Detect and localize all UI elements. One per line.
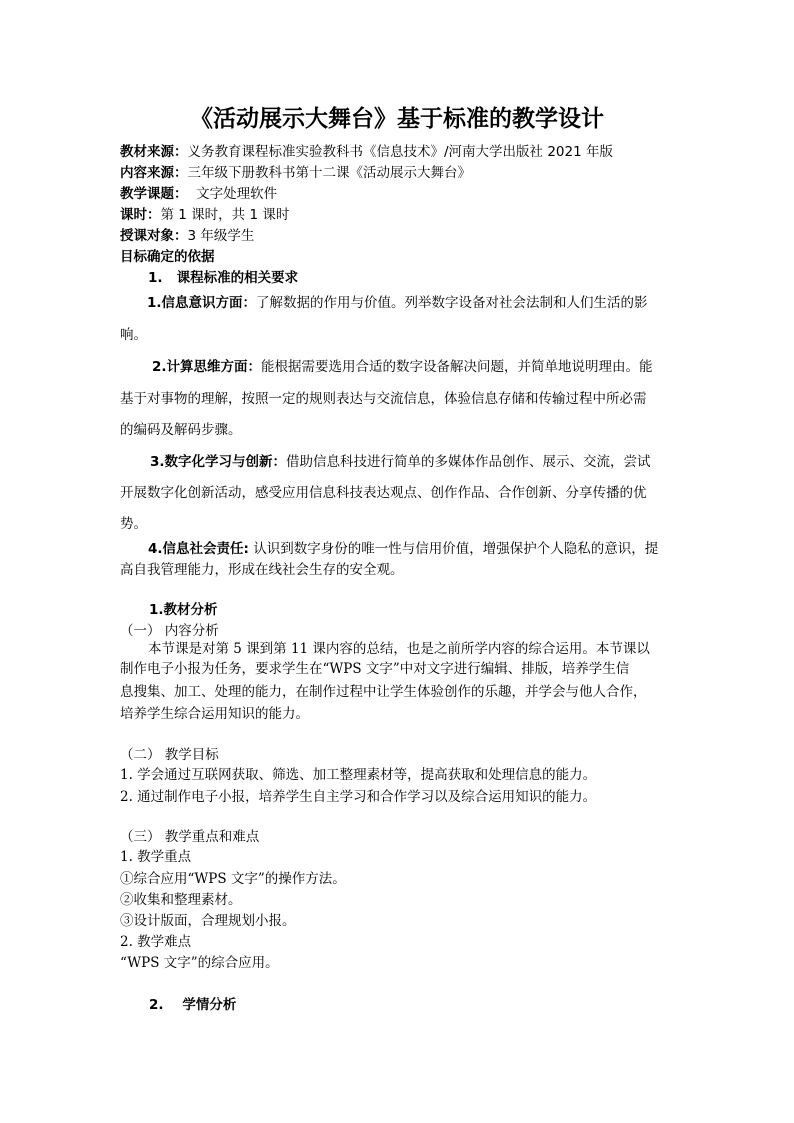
standards-heading: 1. 课程标准的相关要求: [148, 270, 299, 286]
standard-item: 2.计算思维方面：能根据需要选用合适的数字设备解决问题，并简单地说明理由。能: [152, 359, 653, 375]
standard-item: 1.信息意识方面：了解数据的作用与价值。列举数字设备对社会法制和人们生活的影: [147, 295, 648, 311]
material-heading: 1.教材分析: [149, 602, 218, 618]
standard-continuation: 高自我管理能力，形成在线社会生存的安全观。: [120, 562, 404, 578]
key-point-item: ③设计版面，合理规划小报。: [120, 913, 296, 929]
key-difficult-subheading: （三） 教学重点和难点: [120, 829, 260, 845]
content-analysis-subheading: （一） 内容分析: [120, 623, 219, 639]
teaching-goal-item: 1. 学会通过互联网获取、筛选、加工整理素材等，提高获取和处理信息的能力。: [120, 767, 597, 783]
teaching-goals-subheading: （二） 教学目标: [120, 747, 219, 763]
standard-continuation: 响。: [120, 327, 147, 343]
standard-item: 4.信息社会责任: 认识到数字身份的唯一性与信用价值，增强保护个人隐私的意识，提: [148, 541, 659, 557]
key-point-item: ①综合应用“WPS 文字”的操作方法。: [120, 871, 346, 887]
meta-class-hours: 课时：第 1 课时，共 1 课时: [120, 207, 290, 223]
difficult-point-item: “WPS 文字”的综合应用。: [120, 955, 279, 971]
standard-item: 3.数字化学习与创新：借助信息科技进行简单的多媒体作品创作、展示、交流，尝试: [150, 454, 651, 470]
meta-content-source: 内容来源：三年级下册教科书第十二课《活动展示大舞台》: [120, 165, 471, 181]
meta-audience: 授课对象：3 年级学生: [120, 228, 255, 244]
content-paragraph-line: 本节课是对第 5 课到第 11 课内容的总结，也是之前所学内容的综合运用。本节课以: [148, 641, 650, 657]
meta-textbook-source: 教材来源：义务教育课程标准实验教科书《信息技术》/河南大学出版社 2021 年版: [120, 144, 613, 160]
standard-continuation: 开展数字化创新活动，感受应用信息科技表达观点、创作作品、合作创新、分享传播的优: [120, 485, 647, 501]
standard-continuation: 势。: [120, 516, 147, 532]
standard-continuation: 基于对事物的理解，按照一定的规则表达与交流信息，体验信息存储和传输过程中所必需: [120, 391, 647, 407]
document-title: 《活动展示大舞台》基于标准的教学设计: [190, 105, 604, 132]
content-paragraph-line: 息搜集、加工、处理的能力，在制作过程中让学生体验创作的乐趣，并学会与他人合作，: [120, 684, 647, 700]
learner-analysis-heading: 2. 学情分析: [149, 997, 237, 1013]
meta-lesson-topic: 教学课题： 文字处理软件: [120, 186, 278, 202]
basis-heading: 目标确定的依据: [120, 249, 215, 265]
key-points-heading: 1. 教学重点: [120, 849, 192, 865]
content-paragraph-line: 培养学生综合运用知识的能力。: [120, 706, 309, 722]
standard-continuation: 的编码及解码步骤。: [120, 422, 242, 438]
difficult-points-heading: 2. 教学难点: [120, 934, 192, 950]
key-point-item: ②收集和整理素材。: [120, 892, 242, 908]
teaching-goal-item: 2. 通过制作电子小报，培养学生自主学习和合作学习以及综合运用知识的能力。: [120, 789, 597, 805]
content-paragraph-line: 制作电子小报为任务，要求学生在“WPS 文字”中对文字进行编辑、排版，培养学生信: [120, 661, 630, 677]
